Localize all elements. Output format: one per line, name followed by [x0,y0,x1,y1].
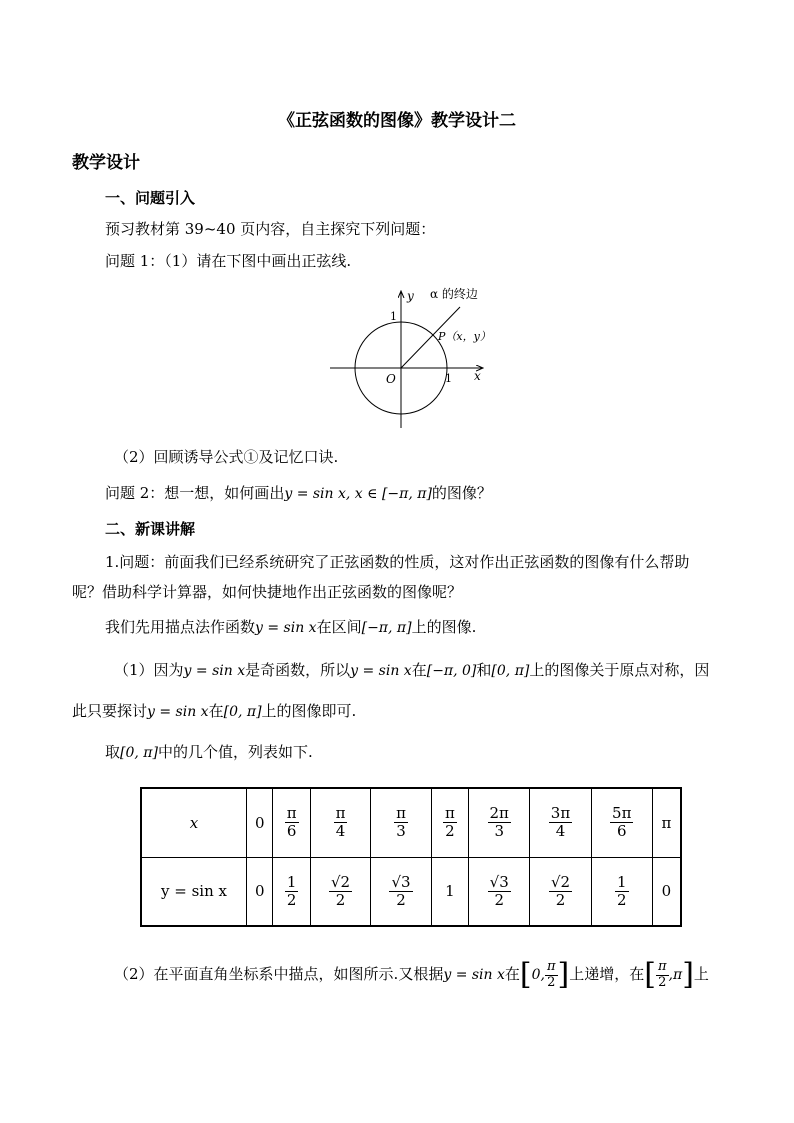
cell-fraction [389,874,412,910]
cell-fraction [285,874,299,910]
fraction-denominator: 6 [286,822,297,841]
fraction-denominator: 2 [555,890,566,909]
cell-fraction [443,805,457,841]
fraction-numerator: 3π [550,804,571,822]
part1-heading: 一、问题引入 [105,189,196,207]
cell-fraction [329,874,352,910]
fraction-denominator: 2 [286,890,297,909]
table-intro: 取[0, π]中的几个值，列表如下. [105,743,313,761]
fraction-numerator: √2 [550,872,571,891]
origin-label: O [386,372,396,386]
table-cell [530,857,591,926]
fraction-denominator: 3 [494,822,504,841]
cell-fraction [549,874,572,910]
table-cell [431,857,468,926]
problem-line-2: 呢？借助科学计算器，如何快捷地作出正弦函数的图像呢？ [72,583,463,601]
part2-heading: 二、新课讲解 [105,520,196,538]
cell-value: π [661,813,672,832]
question-2: 问题 2：想一想，如何画出y = sin x, x ∈ [−π, π]的图像？ [105,484,492,502]
table-cell [310,857,371,926]
table-cell [310,788,371,857]
table-cell [431,788,468,857]
table-cell [371,788,432,857]
question-1: 问题 1：（1）请在下图中画出正弦线. [105,252,352,270]
x-axis-label: x [474,369,481,383]
table-cell [652,857,681,926]
fraction-denominator: 4 [555,822,566,841]
fraction-denominator: 6 [616,822,627,841]
cell-value: 0 [661,882,672,901]
step-1-line-1: （1）因为y = sin x是奇函数，所以y = sin x在[−π, 0]和[0, π]上的图像关于原点对称，因 [114,661,710,679]
fraction-numerator: 1 [286,872,297,891]
fraction-numerator: π [445,804,455,822]
cell-fraction [549,805,572,841]
fraction-numerator: 2π [489,804,509,822]
table-cell [530,788,591,857]
cell-fraction [394,805,408,841]
unit-circle-figure [330,280,500,432]
cell-fraction [334,805,348,841]
fraction-denominator: 2 [396,890,406,909]
fraction-numerator: √3 [391,872,411,891]
y-one-label: 1 [390,310,397,323]
fraction-denominator: 2 [445,822,455,841]
fraction-numerator: √3 [489,872,509,891]
fraction-numerator: π [286,804,297,822]
x-one-label: 1 [445,372,452,385]
table-cell [247,788,273,857]
point-p-label: P（x，y） [438,330,491,343]
problem-line-1: 1.问题：前面我们已经系统研究了正弦函数的性质，这对作出正弦函数的图像有什么帮助 [105,553,690,571]
table-cell [652,788,681,857]
table-row-y [141,857,681,926]
question-1-part-2: （2）回顾诱导公式①及记忆口诀. [114,448,339,466]
fraction-numerator: 5π [612,804,632,822]
cell-fraction [488,805,511,841]
fraction-numerator: √2 [330,872,351,891]
table-cell [591,857,652,926]
fraction-numerator: π [396,804,406,822]
table-cell [469,788,530,857]
table-cell [469,857,530,926]
cell-value: 0 [254,882,265,901]
fraction-denominator: 4 [335,822,346,841]
fraction-denominator: 2 [616,890,627,909]
part1-intro: 预习教材第 39~40 页内容，自主探究下列问题： [105,220,436,238]
page-title: 《正弦函数的图像》教学设计二 [278,111,516,131]
table-row-head-x: x [141,788,247,857]
step-2-line: （2）在平面直角坐标系中描点，如图所示.又根据y = sin x在[0, $\frac{\pi}{2}$ ]上递增，在[ $\frac{\pi}{2}$ ,π]上 [114,957,709,992]
terminal-side-label: α 的终边 [430,287,478,301]
table-cell [371,857,432,926]
step-1-line-2: 此只要探讨y = sin x在[0, π]上的图像即可. [72,702,357,720]
cell-fraction [285,805,299,841]
method-line: 我们先用描点法作函数y = sin x在区间[−π, π]上的图像. [105,618,477,636]
fraction-denominator: 3 [396,822,406,841]
table-cell [247,857,273,926]
table-cell [273,857,310,926]
fraction-numerator: π [335,804,346,822]
cell-fraction [615,874,629,910]
cell-fraction [610,805,633,841]
cell-value: 1 [445,882,455,901]
sine-values-table [140,787,682,927]
table-cell [273,788,310,857]
table-row-x [141,788,681,857]
table-cell [591,788,652,857]
fraction-numerator: 1 [616,872,627,891]
section-heading: 教学设计 [72,153,140,173]
table-row-head-y: y = sin x [141,857,247,926]
cell-value: 0 [254,813,265,832]
fraction-denominator: 2 [335,890,346,909]
y-axis-label: y [407,289,414,303]
fraction-denominator: 2 [494,890,504,909]
cell-fraction [488,874,511,910]
